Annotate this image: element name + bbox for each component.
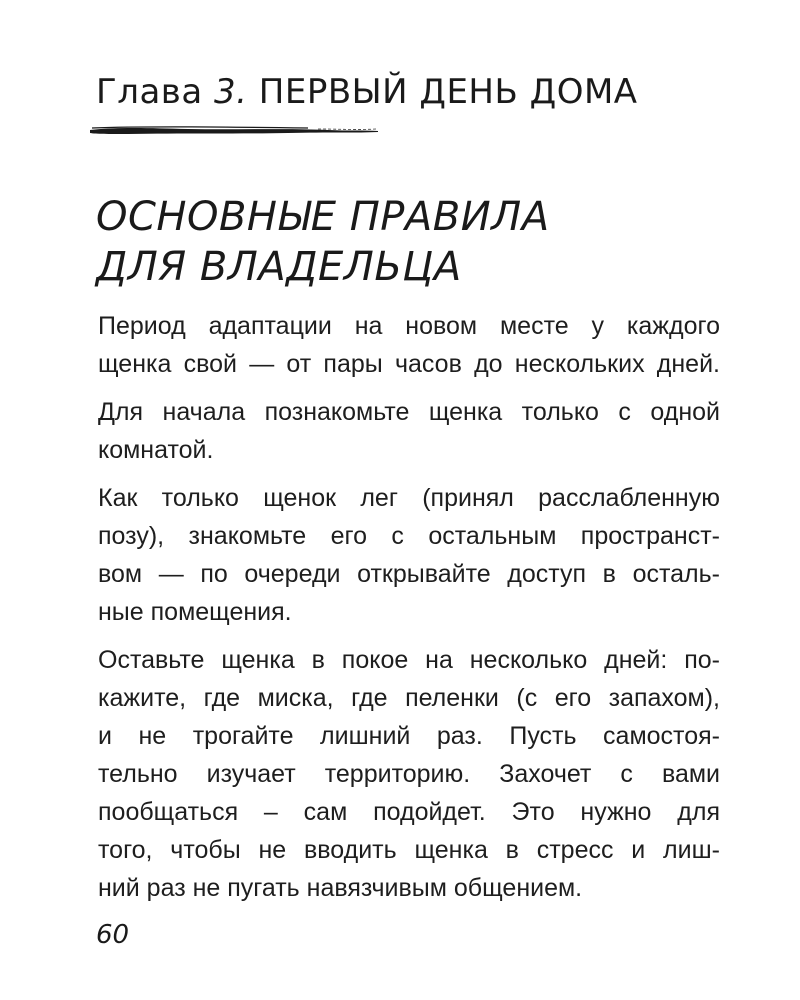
text-line: вом — по очереди открывайте доступ в осталь- — [98, 560, 720, 588]
paragraph-4 — [98, 641, 720, 907]
text-line: комнатой. — [98, 436, 214, 464]
text-line: Для начала познакомьте щенка только с одной — [98, 398, 720, 426]
text-line: Период адаптации на новом месте у каждого — [98, 312, 720, 340]
chapter-header — [96, 72, 638, 112]
section-title-line-2: ДЛЯ ВЛАДЕЛЬЦА — [96, 244, 462, 290]
paragraph-2 — [98, 393, 720, 469]
section-title — [96, 192, 716, 292]
paragraph-1 — [98, 307, 720, 383]
text-line: и не трогайте лишний раз. Пусть самостоя- — [98, 722, 720, 750]
text-line: Как только щенок лег (принял расслабленную — [98, 484, 720, 512]
chapter-label: Глава — [96, 72, 203, 112]
text-line: того, чтобы не вводить щенка в стресс и лиш- — [98, 836, 720, 864]
text-line: Оставьте щенка в покое на несколько дней: по- — [98, 646, 720, 674]
text-line: ные помещения. — [98, 598, 292, 626]
text-line: тельно изучает территорию. Захочет с вами — [98, 760, 720, 788]
text-line: позу), знакомьте его с остальным пространст- — [98, 522, 720, 550]
text-line: кажите, где миска, где пеленки (с его запахом), — [98, 684, 720, 712]
section-title-line-1: ОСНОВНЫЕ ПРАВИЛА — [96, 194, 550, 240]
chapter-number: 3. — [214, 72, 248, 112]
text-line: пообщаться – сам подойдет. Это нужно для — [98, 798, 720, 826]
page-number: 60 — [96, 920, 130, 950]
chapter-title: ПЕРВЫЙ ДЕНЬ ДОМА — [258, 72, 638, 112]
text-line: ний раз не пугать навязчивым общением. — [98, 874, 583, 902]
text-line: щенка свой — от пары часов до нескольких дней. — [98, 350, 720, 378]
brush-underline — [88, 123, 380, 137]
body-text — [98, 307, 720, 917]
paragraph-3 — [98, 479, 720, 631]
